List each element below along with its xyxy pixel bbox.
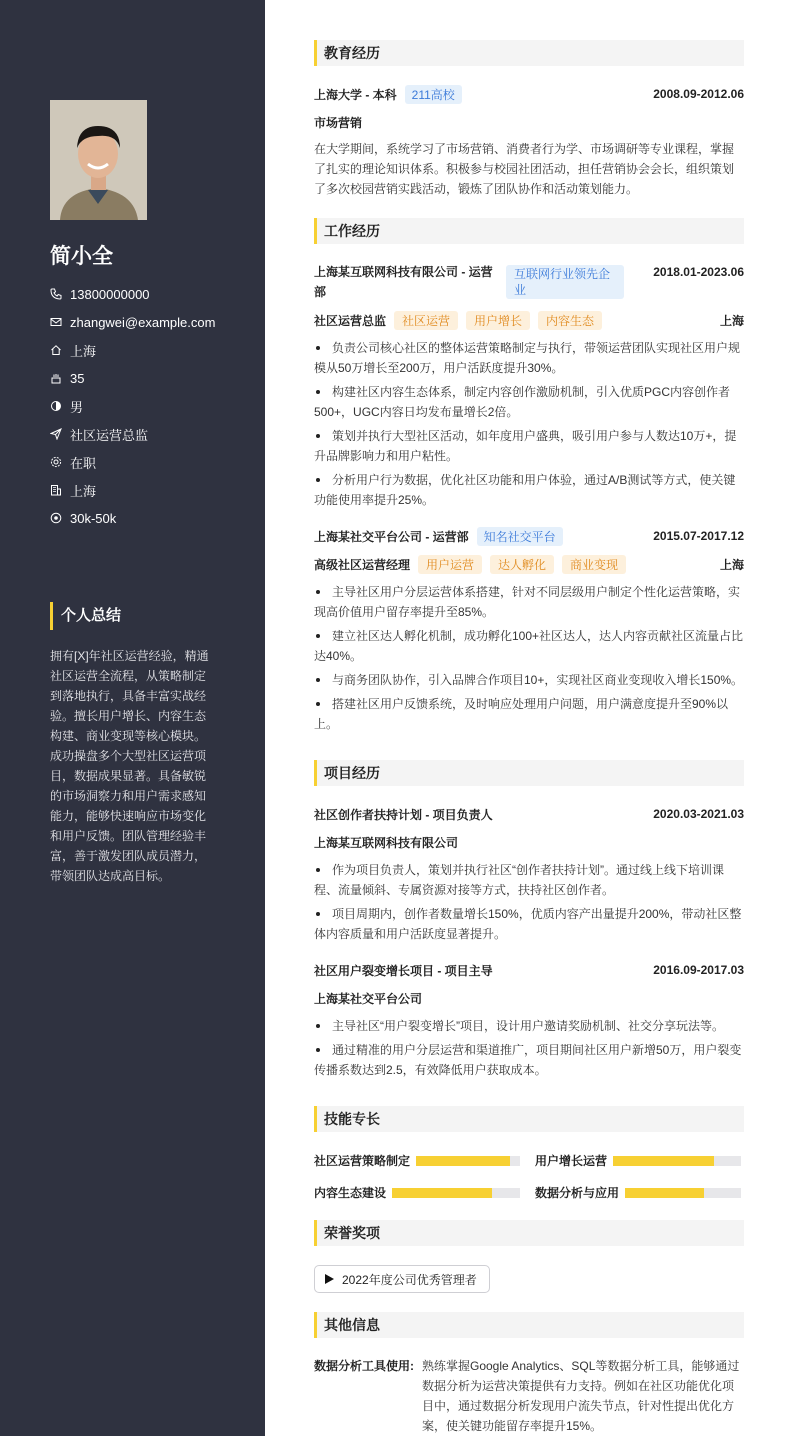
job-1-header [314,262,744,298]
salary-icon [50,512,62,524]
info-gender [50,392,215,420]
job-1-role-row [314,310,744,330]
project-1-name: 社区创作者扶持计划 - 项目负责人 [314,807,493,822]
job-1-skill-tag: 社区运营 [394,311,458,330]
status-text: 在职 [70,455,97,471]
list-item: 与商务团队协作，引入品牌合作项目10+，实现社区商业变现收入增长150%。 [314,670,744,690]
job-2-company: 上海某社交平台公司 - 运营部 [314,529,469,544]
skill-bar [416,1156,520,1166]
position-text: 社区运营总监 [70,427,149,443]
info-location [50,336,215,364]
skill-item: 用户增长运营 [535,1152,741,1169]
other-info-row [314,1356,744,1436]
major: 市场营销 [314,115,363,130]
job-2-period: 2015.07-2017.12 [653,529,744,543]
education-header-row [314,85,744,103]
job-2-role-row [314,554,744,574]
info-email [50,308,215,336]
info-salary [50,504,215,532]
status-icon [50,456,62,468]
job-1-period: 2018.01-2023.06 [653,265,744,279]
skill-bar-fill [625,1188,704,1198]
school-tag: 211高校 [405,85,462,104]
award-item[interactable]: 2022年度公司优秀管理者 [314,1265,490,1293]
phone-icon [50,288,62,300]
skill-bar-fill [613,1156,714,1166]
cake-icon [50,372,62,384]
skill-bar-fill [416,1156,510,1166]
other-heading: 其他信息 [314,1312,744,1338]
list-item: 分析用户行为数据，优化社区功能和用户体验，通过A/B测试等方式，使关键功能使用率提升25%。 [314,473,736,507]
school-name: 上海大学 - 本科 [314,87,397,102]
gender-text: 男 [70,399,84,415]
gender-icon [50,400,62,412]
job-2-skill-tag: 用户运营 [418,555,482,574]
building-icon [50,484,62,496]
list-item: 通过精准的用户分层运营和渠道推广，项目期间社区用户新增50万，用户裂变传播系数达到2.5，有效降低用户获取成本。 [314,1043,742,1077]
list-item: 建立社区达人孵化机制，成功孵化100+社区达人，达人内容贡献社区流量占比达40%。 [314,629,744,663]
project-2-bullets [314,1016,744,1084]
awards-heading: 荣誉奖项 [314,1220,744,1246]
play-icon [325,1274,334,1284]
summary-text: 拥有[X]年社区运营经验，精通社区运营全流程，从策略制定到落地执行，具备丰富实战经验。擅长用户增长、内容生态构建、商业变现等核心模块。成功操盘多个大型社区运营项目，数据成果显著。具备敏锐的市场洞察力和用户需求感知能力，能够快速响应市场变化和用户反馈。团队管理经验丰富，善于激发团队成员潜力，带领团队达成高目标。 [50,649,209,883]
email-text: zhangwei@example.com [70,314,216,330]
work-heading: 工作经历 [314,218,744,244]
home-icon [50,344,62,356]
mail-icon [50,316,62,328]
job-1-role: 社区运营总监 [314,313,387,328]
skill-bar [625,1188,741,1198]
project-1-company: 上海某互联网科技有限公司 [314,835,459,850]
sidebar [0,0,265,1436]
list-item: 构建社区内容生态体系，制定内容创作激励机制，引入优质PGC内容创作者500+，UGC内容日均发布量增长2倍。 [314,385,731,419]
list-item: 主导社区“用户裂变增长”项目，设计用户邀请奖励机制、社交分享玩法等。 [314,1016,744,1036]
job-1-company-tag: 互联网行业领先企业 [506,265,624,299]
age-text: 35 [70,370,85,386]
education-desc: 在大学期间，系统学习了市场营销、消费者行为学、市场调研等专业课程，掌握了扎实的理论知识体系。积极参与校园社团活动，担任营销协会会长，组织策划了多次校园营销实践活动，锻炼了团队协作和活动策划能力。 [314,142,735,196]
skill-bar [392,1188,520,1198]
other-info-label: 数据分析工具使用: [314,1359,414,1373]
education-heading: 教育经历 [314,40,744,66]
skills-heading: 技能专长 [314,1106,744,1132]
phone-text: 13800000000 [70,286,150,302]
summary-heading: 个人总结 [50,602,121,630]
list-item: 策划并执行大型社区活动，如年度用户盛典，吸引用户参与人数达10万+，提升品牌影响力和用户粘性。 [314,429,737,463]
info-position [50,420,215,448]
project-1-bullets [314,860,744,948]
list-item: 项目周期内，创作者数量增长150%，优质内容产出量提升200%，带动社区整体内容质量和用户活跃度显著提升。 [314,907,742,941]
skill-item: 数据分析与应用 [535,1184,741,1201]
info-city [50,476,215,504]
info-status [50,448,215,476]
job-1-company: 上海某互联网科技有限公司 - 运营部 [314,265,493,299]
contact-info [50,280,215,532]
project-2-company: 上海某社交平台公司 [314,991,423,1006]
salary-text: 30k-50k [70,510,117,526]
skill-bar-fill [392,1188,492,1198]
send-icon [50,428,62,440]
project-1-header [314,804,744,824]
job-1-location: 上海 [719,313,744,328]
list-item: 负责公司核心社区的整体运营策略制定与执行，带领运营团队实现社区用户规模从50万增长至200万，用户活跃度提升30%。 [314,341,741,375]
skill-item: 社区运营策略制定 [314,1152,520,1169]
job-2-company-tag: 知名社交平台 [477,527,563,546]
skill-bar [613,1156,741,1166]
education-period: 2008.09-2012.06 [653,87,744,101]
info-phone [50,280,215,308]
job-2-location: 上海 [719,557,744,572]
city-text: 上海 [70,483,97,499]
project-2-header [314,960,744,980]
skill-item: 内容生态建设 [314,1184,520,1201]
job-2-role: 高级社区运营经理 [314,557,411,572]
job-1-skill-tag: 用户增长 [466,311,530,330]
location-text: 上海 [70,343,97,359]
project-1-period: 2020.03-2021.03 [653,807,744,821]
job-2-header [314,526,744,546]
projects-heading: 项目经历 [314,760,744,786]
info-age [50,364,215,392]
avatar [50,100,147,220]
job-2-bullets [314,582,744,738]
job-1-skill-tag: 内容生态 [538,311,602,330]
other-info-value: 熟练掌握Google Analytics、SQL等数据分析工具，能够通过数据分析为运营决策提供有力支持。例如在社区功能优化项目中，通过数据分析发现用户流失节点，针对性提出优化方案，使关键功能留存率提升15%。 [422,1359,740,1433]
candidate-name: 简小全 [50,245,113,268]
job-1-bullets [314,338,744,514]
list-item: 搭建社区用户反馈系统，及时响应处理用户问题，用户满意度提升至90%以上。 [314,697,729,731]
job-2-skill-tag: 达人孵化 [490,555,554,574]
job-2-skill-tag: 商业变现 [562,555,626,574]
list-item: 作为项目负责人，策划并执行社区“创作者扶持计划”。通过线上线下培训课程、流量倾斜、专属资源对接等方式，扶持社区创作者。 [314,863,724,897]
project-2-period: 2016.09-2017.03 [653,963,744,977]
project-2-name: 社区用户裂变增长项目 - 项目主导 [314,963,493,978]
list-item: 主导社区用户分层运营体系搭建，针对不同层级用户制定个性化运营策略，实现高价值用户留存率提升至85%。 [314,585,741,619]
